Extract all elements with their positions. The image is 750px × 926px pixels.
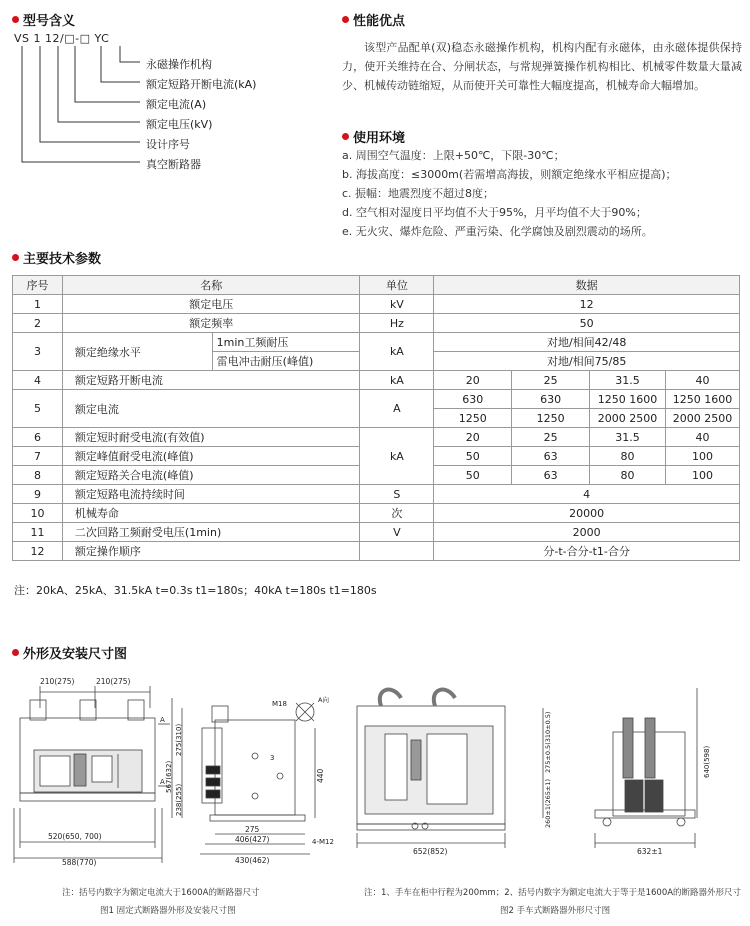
environment-item: e. 无火灾、爆炸危险、严重污染、化学腐蚀及剧烈震动的场所。 — [342, 225, 653, 238]
model-label-rated-current: 额定电流(A) — [146, 98, 207, 111]
table-row: 2 额定频率 Hz 50 — [13, 314, 740, 333]
fig1-dim: A — [160, 778, 165, 786]
fig1-dim: M18 — [272, 700, 287, 708]
header-cell: 序号 — [13, 276, 63, 295]
environment-item: d. 空气相对湿度日平均值不大于95%，月平均值不大于90%； — [342, 206, 647, 219]
fig1-dim: 588(770) — [62, 858, 97, 867]
table-row: 12 额定操作顺序 分-t-合分-t1-合分 — [13, 542, 740, 561]
model-label-mechanism: 永磁操作机构 — [146, 58, 212, 71]
performance-text: 该型产品配单(双)稳态永磁操作机构，机构内配有永磁体，由永磁体提供保持力，使开关维持在合、分闸状态，与常规弹簧操作机构相比、机械零件数量大量减少、机械传动链缩短，从而使开关可靠性大幅度提高，机械寿命大幅增加。 — [342, 41, 742, 92]
fig1-dim: 238(255) — [175, 783, 183, 816]
table-row: 8 额定短路关合电流(峰值) 50 63 80 100 — [13, 466, 740, 485]
fig1-dim: 567(632) — [165, 760, 173, 793]
fig1-dim: 275 — [245, 825, 260, 834]
figure2-drawing — [345, 668, 745, 883]
fig1-dim: A向 — [318, 696, 329, 704]
fig2-dim: 632±1 — [637, 847, 663, 856]
bullet-icon — [342, 16, 349, 23]
table-row: 6 额定短时耐受电流(有效值) kA 20 25 31.5 40 — [13, 428, 740, 447]
fig1-note: 注：括号内数字为额定电流大于1600A的断路器尺寸 — [62, 888, 260, 898]
environment-list — [342, 146, 742, 241]
table-header-row — [13, 276, 740, 295]
table-row: 5 额定电流 A 630 630 1250 1600 1250 1600 — [13, 390, 740, 409]
header-cell: 数据 — [434, 276, 740, 295]
model-label-design-no: 设计序号 — [146, 138, 190, 151]
model-meaning-heading: 型号含义 — [12, 10, 75, 29]
performance-heading: 性能优点 — [342, 10, 405, 29]
fig1-dim: 4-M12 — [312, 838, 334, 846]
header-cell: 名称 — [62, 276, 360, 295]
model-label-breaking-current: 额定短路开断电流(kA) — [146, 78, 257, 91]
table-row: 4 额定短路开断电流 kA 20 25 31.5 40 — [13, 371, 740, 390]
header-cell: 单位 — [360, 276, 434, 295]
table-row: 9 额定短路电流持续时间 S 4 — [13, 485, 740, 504]
fig2-dim: 260±1(265±1) — [544, 778, 552, 828]
figure1-drawing — [0, 668, 360, 883]
fig1-dim: 210(275) — [96, 677, 131, 686]
fig1-dim: 440 — [316, 768, 325, 783]
specs-heading: 主要技术参数 — [12, 248, 101, 267]
fig2-dim: 652(852) — [413, 847, 448, 856]
fig2-dim: 640(598) — [703, 745, 711, 778]
table-row: 1 额定电压 kV 12 — [13, 295, 740, 314]
fig2-caption: 图2 手车式断路器外形尺寸图 — [500, 906, 611, 916]
fig2-dim: 275±0.5(310±0.5) — [544, 711, 552, 773]
fig1-dim: 3 — [270, 754, 275, 762]
environment-item: a. 周围空气温度：上限+50℃，下限-30℃； — [342, 149, 565, 162]
fig1-dim: 430(462) — [235, 856, 270, 865]
specs-table — [12, 275, 740, 561]
fig1-dim: 210(275) — [40, 677, 75, 686]
bullet-icon — [12, 254, 19, 261]
model-code: VS 1 12/□-□ YC — [14, 32, 110, 45]
bullet-icon — [12, 649, 19, 656]
environment-heading: 使用环境 — [342, 127, 405, 146]
table-row: 雷电冲击耐压(峰值) 对地/相间75/85 — [13, 352, 740, 371]
fig1-dim: 406(427) — [235, 835, 270, 844]
model-label-rated-voltage: 额定电压(kV) — [146, 118, 213, 131]
table-row: 10 机械寿命 次 20000 — [13, 504, 740, 523]
environment-item: c. 振幅：地震烈度不超过8度； — [342, 187, 495, 200]
fig1-dim: A — [160, 716, 165, 724]
drawings-heading: 外形及安装尺寸图 — [12, 643, 127, 662]
fig1-caption: 图1 固定式断路器外形及安装尺寸图 — [100, 906, 236, 916]
bullet-icon — [342, 133, 349, 140]
environment-item: b. 海拔高度：≤3000m(若需增高海拔，则额定绝缘水平相应提高)； — [342, 168, 677, 181]
fig2-note: 注：1、手车在柜中行程为200mm；2、括号内数字为额定电流大于等于是1600A的断路器外形尺寸 — [364, 888, 742, 898]
table-row: 11 二次回路工频耐受电压(1min) V 2000 — [13, 523, 740, 542]
fig1-dim: 275(310) — [175, 723, 183, 756]
model-label-vacuum-breaker: 真空断路器 — [146, 158, 201, 171]
table-row: 1250 1250 2000 2500 2000 2500 — [13, 409, 740, 428]
table-row: 3 额定绝缘水平 1min工频耐压 kA 对地/相间42/48 — [13, 333, 740, 352]
table-row: 7 额定峰值耐受电流(峰值) 50 63 80 100 — [13, 447, 740, 466]
fig1-dim: 520(650, 700) — [48, 832, 102, 841]
specs-note: 注：20kA、25kA、31.5kA t=0.3s t1=180s；40kA t=180s t1=180s — [14, 584, 377, 597]
